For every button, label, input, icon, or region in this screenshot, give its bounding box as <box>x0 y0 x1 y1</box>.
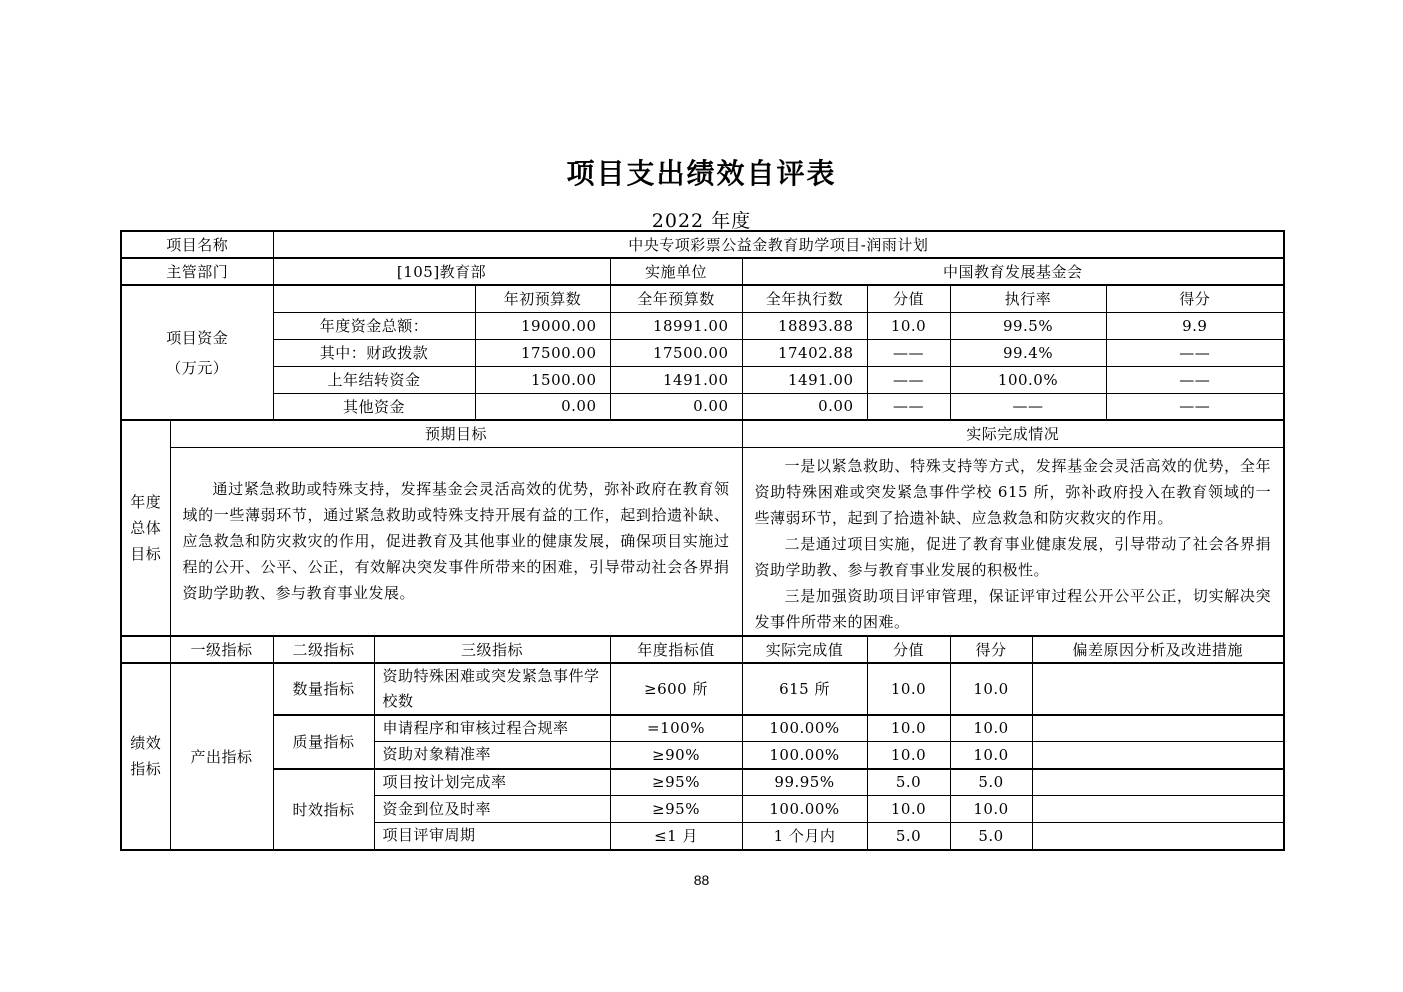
funding-initial-cell: 19000.00 <box>475 312 610 339</box>
funding-score-cell: —— <box>1106 339 1284 366</box>
actual-value-cell: 100.00% <box>742 796 867 823</box>
deviation-cell <box>1032 796 1284 823</box>
funding-item-cell: 上年结转资金 <box>273 366 475 393</box>
implementing-unit-label-cell: 实施单位 <box>610 258 742 285</box>
actual-value-cell: 99.95% <box>742 769 867 796</box>
funding-initial-cell: 17500.00 <box>475 339 610 366</box>
annual-goal-section-label <box>121 420 170 636</box>
score-cell: 10.0 <box>950 715 1032 742</box>
funding-weight-cell: —— <box>867 366 950 393</box>
indicator-col-header-level3: 三级指标 <box>374 636 610 663</box>
funding-row-other <box>121 393 1284 420</box>
project-name-row <box>121 231 1284 258</box>
self-evaluation-table <box>120 230 1285 851</box>
department-row <box>121 258 1284 285</box>
annual-goal-label-line2: 总体 <box>130 518 162 537</box>
funding-executed-cell: 17402.88 <box>742 339 867 366</box>
implementing-unit-value-cell: 中国教育发展基金会 <box>742 258 1284 285</box>
funding-weight-cell: —— <box>867 393 950 420</box>
funding-annual-cell: 18991.00 <box>610 312 742 339</box>
funding-col-header-initial: 年初预算数 <box>475 285 610 312</box>
actual-completion-header: 实际完成情况 <box>742 420 1284 447</box>
funding-executed-cell: 0.00 <box>742 393 867 420</box>
target-value-cell: ≥95% <box>610 796 742 823</box>
funding-executed-cell: 18893.88 <box>742 312 867 339</box>
level2-indicator-cell: 数量指标 <box>273 663 374 715</box>
funding-col-header-executed: 全年执行数 <box>742 285 867 312</box>
funding-section-label <box>121 285 273 420</box>
indicator-col-header-target: 年度指标值 <box>610 636 742 663</box>
funding-row-total <box>121 312 1284 339</box>
funding-col-header-rate: 执行率 <box>950 285 1106 312</box>
indicator-name-cell: 项目评审周期 <box>374 823 610 850</box>
funding-weight-cell: 10.0 <box>867 312 950 339</box>
actual-value-cell: 100.00% <box>742 742 867 769</box>
funding-blank-header-cell <box>273 285 475 312</box>
deviation-cell <box>1032 769 1284 796</box>
indicator-col-header-weight: 分值 <box>867 636 950 663</box>
indicator-col-header-level2: 二级指标 <box>273 636 374 663</box>
project-name-label-cell: 项目名称 <box>121 231 273 258</box>
funding-section-label-line2: （万元） <box>166 358 229 377</box>
weight-cell: 10.0 <box>867 715 950 742</box>
deviation-cell <box>1032 715 1284 742</box>
supervisor-dept-value-cell: [105]教育部 <box>273 258 610 285</box>
score-cell: 10.0 <box>950 742 1032 769</box>
funding-rate-cell: 100.0% <box>950 366 1106 393</box>
actual-value-cell: 100.00% <box>742 715 867 742</box>
target-value-cell: ≥95% <box>610 769 742 796</box>
funding-annual-cell: 1491.00 <box>610 366 742 393</box>
page-number: 88 <box>693 872 710 888</box>
performance-label-line2: 指标 <box>130 760 162 778</box>
actual-completion-text-cell <box>742 447 1284 636</box>
expected-goal-text-cell <box>170 447 742 636</box>
supervisor-dept-label-cell: 主管部门 <box>121 258 273 285</box>
funding-item-cell: 其中：财政拨款 <box>273 339 475 366</box>
funding-initial-cell: 0.00 <box>475 393 610 420</box>
weight-cell: 5.0 <box>867 769 950 796</box>
weight-cell: 5.0 <box>867 823 950 850</box>
indicator-col-header-score: 得分 <box>950 636 1032 663</box>
expected-goal-header: 预期目标 <box>170 420 742 447</box>
funding-rate-cell: —— <box>950 393 1106 420</box>
level2-indicator-cell: 时效指标 <box>273 769 374 850</box>
actual-value-cell: 615 所 <box>742 663 867 715</box>
funding-col-header-score: 得分 <box>1106 285 1284 312</box>
target-value-cell: ≥90% <box>610 742 742 769</box>
funding-row-fiscal <box>121 339 1284 366</box>
funding-rate-cell: 99.4% <box>950 339 1106 366</box>
level1-indicator-cell: 产出指标 <box>170 663 273 850</box>
expected-goal-text: 通过紧急救助或特殊支持，发挥基金会灵活高效的优势，弥补政府在教育领域的一些薄弱环节，通过紧急救助或特殊支持开展有益的工作，起到拾遗补缺、应急救急和防灾救灾的作用，促进教育及其他事业的健康发展，确保项目实施过程的公开、公平、公正，有效解决突发事件所带来的困难，引导带动社会各界捐资助学助教、参与教育事业发展。 <box>182 480 730 602</box>
goals-header-row <box>121 420 1284 447</box>
level2-indicator-cell: 质量指标 <box>273 715 374 769</box>
funding-item-cell: 年度资金总额： <box>273 312 475 339</box>
actual-completion-paragraph: 三是加强资助项目评审管理，保证评审过程公开公平公正，切实解决突发事件所带来的困难。 <box>754 586 1272 631</box>
score-cell: 10.0 <box>950 663 1032 715</box>
target-value-cell: ≥600 所 <box>610 663 742 715</box>
funding-initial-cell: 1500.00 <box>475 366 610 393</box>
funding-annual-cell: 17500.00 <box>610 339 742 366</box>
funding-score-cell: —— <box>1106 393 1284 420</box>
performance-label-line1: 绩效 <box>130 734 162 752</box>
indicator-name-cell: 申请程序和审核过程合规率 <box>374 715 610 742</box>
funding-row-carryover <box>121 366 1284 393</box>
funding-header-row <box>121 285 1284 312</box>
funding-score-cell: 9.9 <box>1106 312 1284 339</box>
weight-cell: 10.0 <box>867 663 950 715</box>
indicator-col-header-actual: 实际完成值 <box>742 636 867 663</box>
deviation-cell <box>1032 823 1284 850</box>
indicator-name-cell: 资助对象精准率 <box>374 742 610 769</box>
indicator-name-cell: 资金到位及时率 <box>374 796 610 823</box>
weight-cell: 10.0 <box>867 742 950 769</box>
score-cell: 10.0 <box>950 796 1032 823</box>
document-subtitle: 2022 年度 <box>651 210 752 232</box>
target-value-cell: ≤1 月 <box>610 823 742 850</box>
document-title: 项目支出绩效自评表 <box>566 157 837 190</box>
actual-value-cell: 1 个月内 <box>742 823 867 850</box>
funding-score-cell: —— <box>1106 366 1284 393</box>
annual-goal-label-line1: 年度 <box>130 492 162 511</box>
target-value-cell: =100% <box>610 715 742 742</box>
indicator-header-row <box>121 636 1284 663</box>
funding-rate-cell: 99.5% <box>950 312 1106 339</box>
indicator-name-cell: 项目按计划完成率 <box>374 769 610 796</box>
indicator-col-header-deviation: 偏差原因分析及改进措施 <box>1032 636 1284 663</box>
funding-item-cell: 其他资金 <box>273 393 475 420</box>
annual-goal-label-line3: 目标 <box>130 544 162 563</box>
project-name-value-cell: 中央专项彩票公益金教育助学项目-润雨计划 <box>273 231 1284 258</box>
funding-executed-cell: 1491.00 <box>742 366 867 393</box>
funding-col-header-annual: 全年预算数 <box>610 285 742 312</box>
deviation-cell <box>1032 742 1284 769</box>
goals-content-row <box>121 447 1284 636</box>
performance-indicator-section-label <box>121 663 170 850</box>
funding-section-label-line1: 项目资金 <box>166 328 229 347</box>
indicator-row <box>121 663 1284 715</box>
indicator-name-cell: 资助特殊困难或突发紧急事件学校数 <box>374 663 610 715</box>
deviation-cell <box>1032 663 1284 715</box>
actual-completion-paragraph: 一是以紧急救助、特殊支持等方式，发挥基金会灵活高效的优势，全年资助特殊困难或突发紧急事件学校 615 所，弥补政府投入在教育领域的一些薄弱环节，起到了拾遗补缺、应急救急和防灾救灾的作用。 <box>754 456 1272 527</box>
indicator-row <box>121 715 1284 742</box>
funding-weight-cell: —— <box>867 339 950 366</box>
funding-col-header-weight: 分值 <box>867 285 950 312</box>
indicator-blank-header-cell <box>121 636 170 663</box>
score-cell: 5.0 <box>950 769 1032 796</box>
indicator-row <box>121 769 1284 796</box>
actual-completion-paragraph: 二是通过项目实施，促进了教育事业健康发展，引导带动了社会各界捐资助学助教、参与教育事业发展的积极性。 <box>754 534 1272 579</box>
funding-annual-cell: 0.00 <box>610 393 742 420</box>
weight-cell: 10.0 <box>867 796 950 823</box>
indicator-col-header-level1: 一级指标 <box>170 636 273 663</box>
score-cell: 5.0 <box>950 823 1032 850</box>
